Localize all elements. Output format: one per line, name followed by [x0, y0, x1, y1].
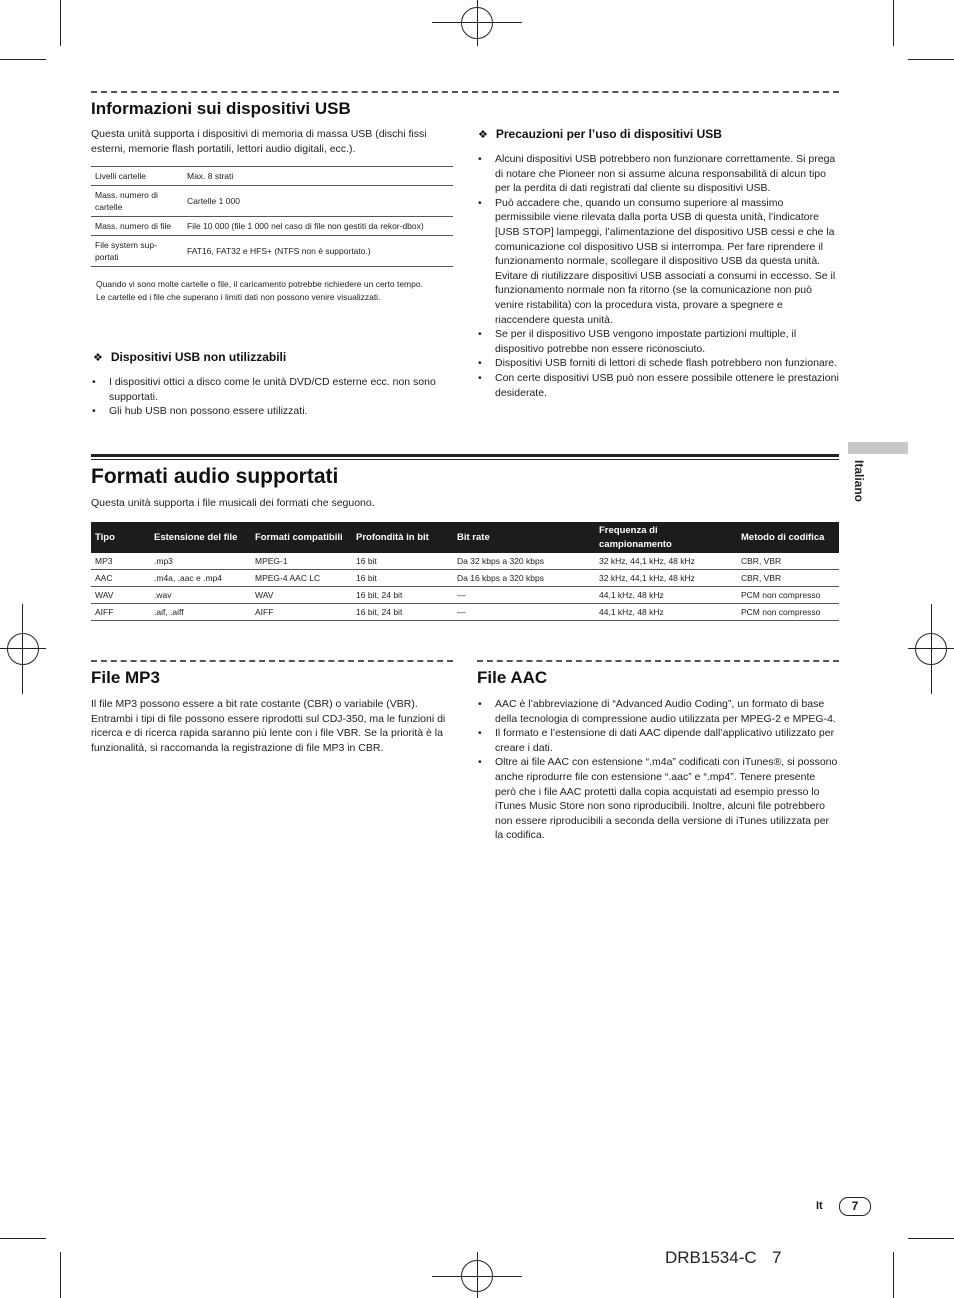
list-item: • Alcuni dispositivi USB potrebbero non funzionare correttamente. Si prega di notare che Pioneer non si assume alcuna responsabilità di alcun tipo per la perdita di dati registrati dal cliente su dispositivi USB. — [477, 152, 839, 196]
table-cell: PCM non compresso — [737, 587, 839, 604]
table-cell: 32 kHz, 44,1 kHz, 48 kHz — [595, 570, 737, 587]
table-cell: AAC — [91, 570, 150, 587]
list-item: • Dispositivi USB forniti di lettori di schede flash potrebbero non funzionare. — [477, 356, 839, 371]
spec-label: Mass. numero di cartelle — [91, 186, 183, 217]
table-cell: 44,1 kHz, 48 kHz — [595, 604, 737, 621]
table-cell: 16 bit — [352, 570, 453, 587]
spec-label: Livelli cartelle — [91, 167, 183, 186]
registration-line — [477, 1252, 478, 1298]
table-cell: .mp3 — [150, 553, 251, 570]
section-divider — [477, 660, 839, 662]
registration-mark — [7, 633, 39, 665]
table-cell: MPEG-4 AAC LC — [251, 570, 352, 587]
table-cell: AIFF — [251, 604, 352, 621]
language-label-text: Italiano — [852, 460, 866, 503]
table-row — [91, 604, 839, 621]
document-code: DRB1534-C — [665, 1248, 757, 1267]
list-item: • Oltre ai file AAC con estensione “.m4a” codificati con iTunes®, si possono anche riprodurre file con estensione “.aac” e “.mp4”. Tenere presente però che i file AAC protetti dalla copia acquistati ad esempio presso lo iTunes Music Store non sono riproducibili. Inoltre, alcuni file potrebbero non essere riproducibili a seconda della versione di iTunes utilizzata per la codifica. — [477, 755, 839, 843]
formats-section-title: Formati audio supportati — [91, 465, 339, 488]
spec-label: Mass. numero di file — [91, 217, 183, 236]
table-cell: AIFF — [91, 604, 150, 621]
table-cell: .wav — [150, 587, 251, 604]
spec-value: File 10 000 (file 1 000 nel caso di file non gestiti da rekor-dbox) — [183, 217, 453, 236]
unusable-devices-list — [91, 375, 453, 419]
list-item: • I dispositivi ottici a disco come le unità DVD/CD esterne ecc. non sono supportati. — [91, 375, 453, 404]
section-divider — [91, 91, 839, 93]
table-row — [91, 167, 453, 186]
section-rule — [91, 454, 839, 457]
crop-mark — [60, 0, 61, 46]
unusable-devices-title: Dispositivi USB non utilizzabili — [110, 350, 287, 364]
section-rule — [91, 459, 839, 460]
column-header: Bit rate — [453, 522, 595, 553]
column-header: Metodo di codifica — [737, 522, 839, 553]
registration-line — [22, 604, 23, 694]
usb-spec-table — [91, 166, 453, 267]
precautions-list — [477, 152, 839, 400]
column-header: Estensione del file — [150, 522, 251, 553]
crop-mark — [0, 1238, 46, 1239]
usb-section-title: Informazioni sui dispositivi USB — [91, 99, 351, 118]
spec-value: FAT16, FAT32 e HFS+ (NTFS non è supportato.) — [183, 236, 453, 267]
precautions-heading — [478, 127, 722, 141]
list-item: • Il formato e l’estensione di dati AAC dipende dall’applicativo utilizzato per creare i dati. — [477, 726, 839, 755]
spec-value: Max. 8 strati — [183, 167, 453, 186]
table-cell: 16 bit, 24 bit — [352, 604, 453, 621]
table-cell: — — [453, 604, 595, 621]
table-cell: MP3 — [91, 553, 150, 570]
crop-mark — [893, 0, 894, 46]
list-item: • Con certe dispositivi USB può non essere possibile ottenere le prestazioni desiderate. — [477, 371, 839, 400]
table-header-row — [91, 522, 839, 553]
language-tab — [848, 442, 908, 454]
table-cell: 16 bit, 24 bit — [352, 587, 453, 604]
table-cell: — — [453, 587, 595, 604]
crop-mark — [908, 59, 954, 60]
page-number: 7 — [839, 1197, 871, 1216]
table-row — [91, 587, 839, 604]
table-row — [91, 570, 839, 587]
table-cell: WAV — [91, 587, 150, 604]
usb-note-line: Quando vi sono molte cartelle o file, il caricamento potrebbe richiedere un certo tempo. — [96, 279, 423, 289]
table-cell: .aif, .aiff — [150, 604, 251, 621]
table-cell: WAV — [251, 587, 352, 604]
table-cell: Da 16 kbps a 320 kbps — [453, 570, 595, 587]
list-item: • Se per il dispositivo USB vengono impostate partizioni multiple, il dispositivo potrebbe non essere riconosciuto. — [477, 327, 839, 356]
aac-list — [477, 697, 839, 843]
crop-mark — [908, 1238, 954, 1239]
list-item: • AAC è l’abbreviazione di “Advanced Audio Coding”, un formato di base della tecnologia di compressione audio utilizzata per MPEG-2 e MPEG-4. — [477, 697, 839, 726]
table-cell: 32 kHz, 44,1 kHz, 48 kHz — [595, 553, 737, 570]
column-header: Tipo — [91, 522, 150, 553]
spec-value: Cartelle 1 000 — [183, 186, 453, 217]
registration-line — [0, 648, 46, 649]
crop-mark — [0, 59, 46, 60]
mp3-section-title: File MP3 — [91, 668, 160, 687]
print-page-number: 7 — [772, 1248, 782, 1267]
table-row — [91, 217, 453, 236]
crop-mark — [60, 1252, 61, 1298]
column-header: Profondità in bit — [352, 522, 453, 553]
formats-table — [91, 522, 839, 621]
table-row — [91, 186, 453, 217]
table-cell: MPEG-1 — [251, 553, 352, 570]
column-header: Frequenza di campionamento — [595, 522, 737, 553]
registration-line — [477, 0, 478, 46]
list-item: • Gli hub USB non possono essere utilizzati. — [91, 404, 453, 419]
table-cell: Da 32 kbps a 320 kbps — [453, 553, 595, 570]
spec-label: File system sup-portati — [91, 236, 183, 267]
precautions-title: Precauzioni per l’uso di dispositivi USB — [495, 127, 722, 141]
formats-intro: Questa unità supporta i file musicali dei formati che seguono. — [91, 497, 375, 509]
column-header: Formati compatibili — [251, 522, 352, 553]
aac-section-title: File AAC — [477, 668, 548, 687]
table-cell: PCM non compresso — [737, 604, 839, 621]
registration-line — [908, 648, 954, 649]
registration-line — [931, 604, 932, 694]
table-row — [91, 553, 839, 570]
unusable-devices-heading — [93, 350, 286, 364]
table-cell: CBR, VBR — [737, 570, 839, 587]
language-label — [848, 460, 872, 520]
usb-note — [96, 278, 452, 303]
section-divider — [91, 660, 453, 662]
usb-intro: Questa unità supporta i dispositivi di memoria di massa USB (dischi fissi esterni, memorie flash portatili, lettori audio digitali, ecc.). — [91, 128, 427, 155]
table-cell: CBR, VBR — [737, 553, 839, 570]
usb-note-line: Le cartelle ed i file che superano i limiti dati non possono venire visualizzati. — [96, 291, 381, 302]
table-cell: 44,1 kHz, 48 kHz — [595, 587, 737, 604]
diamond-bullet-icon: ❖ — [478, 129, 488, 141]
diamond-bullet-icon: ❖ — [93, 352, 103, 364]
table-row — [91, 236, 453, 267]
crop-mark — [893, 1252, 894, 1298]
table-cell: .m4a, .aac e .mp4 — [150, 570, 251, 587]
list-item: • Può accadere che, quando un consumo superiore al massimo permissibile viene rilevata dalla porta USB di questa unità, l’indicatore [USB STOP] lampeggi, l’alimentazione del dispositivo USB cessi e che la comunicazione col dispositivo USB si interrompa. Per fare riprendere il funzionamento normale, scollegare il dispositivo USB da questa unità. Evitare di riutilizzare dispositivi USB associati a consumi in eccesso. Se il funzionamento normale non fa ritorno (se la comunicazione non può venire ristabilita) con la procedura vista, provare a spegnere e riaccendere questa unità. — [477, 196, 839, 327]
table-cell: 16 bit — [352, 553, 453, 570]
mp3-body: Il file MP3 possono essere a bit rate costante (CBR) o variabile (VBR). Entrambi i tipi di file possono essere riprodotti sul CDJ-350, ma le funzioni di ricerca e di ricerca rapida saranno più lente con i file VBR. Se la priorità è la funzionalità, si raccomanda la registrazione di file MP3 in CBR. — [91, 698, 446, 754]
language-code: It — [816, 1200, 823, 1212]
